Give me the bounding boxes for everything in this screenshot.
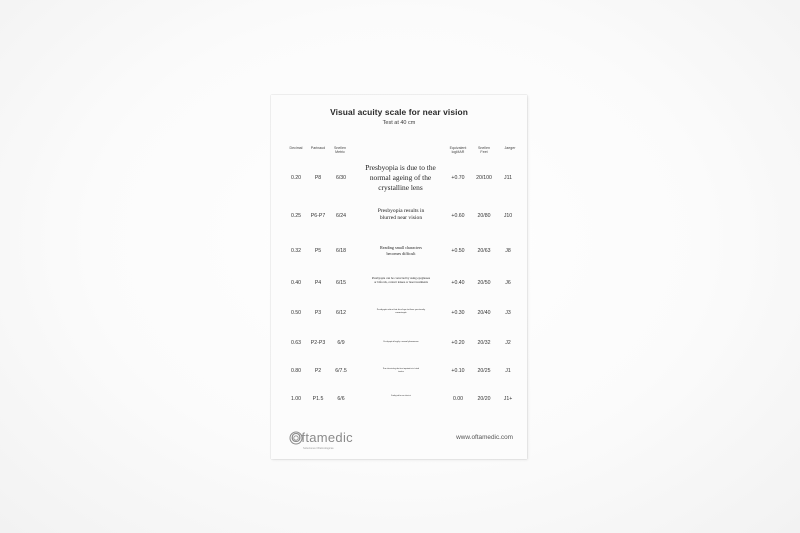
reading-sample-text: Near vision testing chart is an important test of visual function	[382, 368, 420, 373]
decimal-cell: 0.20	[290, 175, 302, 181]
jaeger-cell: J2	[505, 340, 511, 346]
parinaud-cell: P3	[314, 310, 322, 316]
header-parinaud: Parinaud	[310, 146, 326, 150]
parinaud-cell: P8	[314, 175, 322, 181]
jaeger-cell: J10	[503, 213, 513, 219]
jaeger-cell: J1+	[503, 396, 513, 402]
snellen-feet-cell: 20/20	[477, 396, 491, 402]
jaeger-cell: J6	[505, 280, 511, 286]
snellen-feet-cell: 20/40	[477, 310, 491, 316]
snellen-metric-cell: 6/30	[335, 175, 347, 181]
reading-sample-text: Presbyopia is largely a normal phenomenon	[383, 341, 419, 343]
decimal-cell: 0.63	[290, 340, 302, 346]
website-url: www.oftamedic.com	[456, 434, 513, 441]
chart-subtitle: Test at 40 cm	[382, 120, 416, 126]
jaeger-cell: J11	[504, 175, 512, 181]
decimal-cell: 0.50	[290, 310, 302, 316]
reading-sample-text: Presbyopia often first develops in those previously emmetropic	[376, 308, 426, 315]
snellen-feet-cell: 20/63	[477, 248, 491, 254]
reading-sample-text: Reading card for near vision test	[391, 396, 411, 397]
logo-wordmark: Oftamedic	[291, 430, 353, 445]
parinaud-cell: P1.5	[312, 396, 324, 402]
logo-tagline: Soluciones Oftalmológicas	[303, 447, 334, 450]
snellen-feet-cell: 20/25	[477, 368, 491, 374]
jaeger-cell: J3	[505, 310, 511, 316]
header-snellen-metric: Snellen Metric	[334, 146, 346, 155]
reading-sample-text: Reading small characters becomes difficult	[379, 245, 423, 256]
header-decimal: Decimal	[289, 146, 303, 150]
snellen-metric-cell: 6/6	[337, 396, 345, 402]
snellen-metric-cell: 6/9	[337, 340, 345, 346]
decimal-cell: 0.80	[290, 368, 302, 374]
snellen-metric-cell: 6/7.5	[335, 368, 347, 374]
header-snellen-feet: Snellen Feet	[478, 146, 490, 155]
logmar-cell: +0.30	[451, 310, 465, 316]
logmar-cell: +0.40	[451, 280, 465, 286]
parinaud-cell: P5	[314, 248, 322, 254]
logmar-cell: +0.50	[451, 248, 465, 254]
parinaud-cell: P2	[314, 368, 322, 374]
parinaud-cell: P6-P7	[310, 213, 326, 219]
snellen-metric-cell: 6/12	[335, 310, 347, 316]
reading-sample-text: Presbyopia is due to the normal ageing of the crystalline lens	[365, 163, 436, 192]
chart-title: Visual acuity scale for near vision	[330, 107, 468, 117]
logmar-cell: +0.10	[451, 368, 465, 374]
reading-sample-text: Presbyopia results in blurred near vision	[377, 208, 425, 222]
header-logmar: Equivalent logMAR	[449, 146, 467, 155]
reading-sample-text: Presbyopia can be corrected by using eyeglasses or bifocals, contact lenses or laser treatments	[371, 276, 431, 285]
near-vision-chart-card	[271, 95, 527, 459]
header-jaeger: Jaeger	[504, 146, 516, 150]
logmar-cell: +0.20	[451, 340, 465, 346]
parinaud-cell: P4	[314, 280, 322, 286]
jaeger-cell: J1	[505, 368, 511, 374]
snellen-feet-cell: 20/32	[477, 340, 491, 346]
parinaud-cell: P2-P3	[310, 340, 326, 346]
decimal-cell: 0.32	[290, 248, 302, 254]
snellen-metric-cell: 6/18	[335, 248, 347, 254]
snellen-metric-cell: 6/24	[335, 213, 347, 219]
logmar-cell: 0.00	[452, 396, 464, 402]
logmar-cell: +0.60	[451, 213, 465, 219]
decimal-cell: 0.40	[290, 280, 302, 286]
snellen-feet-cell: 20/80	[477, 213, 491, 219]
jaeger-cell: J8	[505, 248, 511, 254]
logmar-cell: +0.70	[451, 175, 465, 181]
decimal-cell: 1.00	[290, 396, 302, 402]
decimal-cell: 0.25	[290, 213, 302, 219]
snellen-feet-cell: 20/100	[476, 175, 492, 181]
snellen-metric-cell: 6/15	[335, 280, 347, 286]
snellen-feet-cell: 20/50	[477, 280, 491, 286]
